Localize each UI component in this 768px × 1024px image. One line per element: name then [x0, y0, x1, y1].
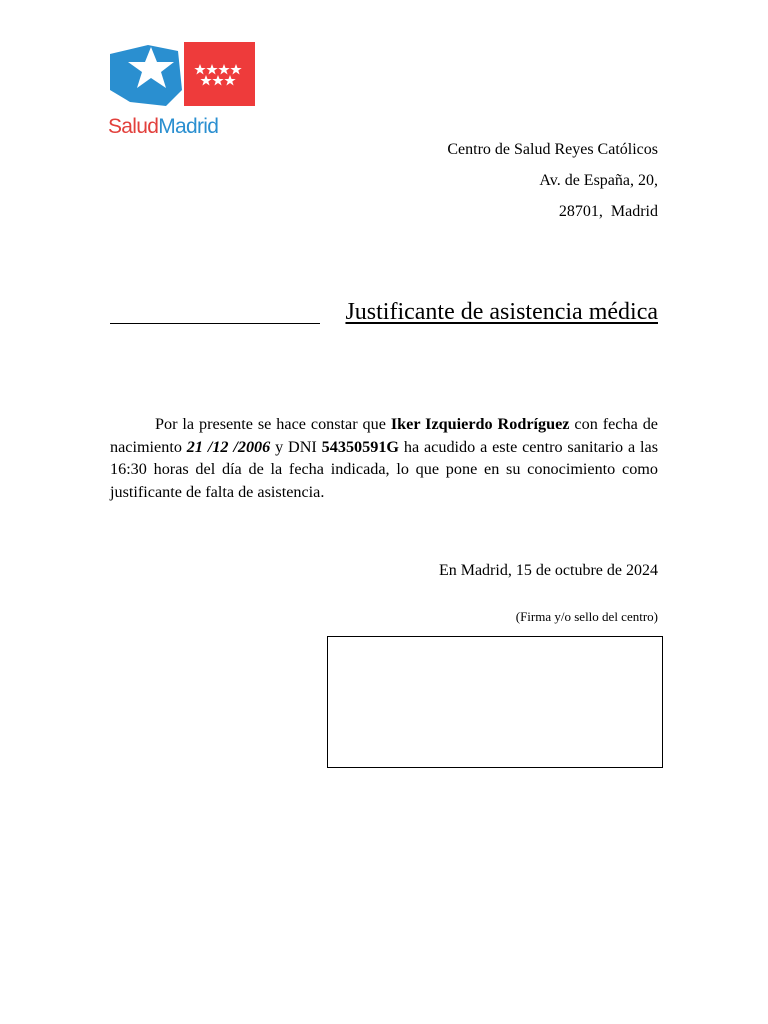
logo-wordmark: [108, 115, 218, 139]
logo-word-madrid: Madrid: [158, 115, 219, 138]
place-date-line: En Madrid, 15 de octubre de 2024: [438, 562, 658, 579]
body-text-3: y DNI: [270, 437, 322, 456]
logo-word-salud: Salud: [108, 115, 159, 138]
center-address: [447, 134, 658, 227]
body-text-2: con fecha de nacimiento: [110, 415, 658, 456]
title-block: [110, 297, 658, 327]
patient-name: Iker Izquierdo Rodríguez: [390, 415, 570, 434]
dni-number: 54350591G: [321, 437, 399, 456]
salud-madrid-logo: [108, 42, 258, 138]
salud-madrid-emblem-icon: [108, 42, 258, 112]
address-line-center: Centro de Salud Reyes Católicos: [447, 141, 658, 158]
title-rule: [110, 323, 320, 324]
body-text-1: Por la presente se hace constar que: [155, 415, 391, 434]
certificate-body: [110, 413, 658, 503]
document-title: Justificante de asistencia médica: [345, 299, 658, 325]
birth-date: 21 /12 /2006: [186, 437, 271, 456]
body-text-4: ha acudido a este centro sanitario a las 16:30 horas del día de la fecha indicada, lo que pone en su conocimiento como justificante de falta de asistencia.: [110, 437, 659, 501]
signature-stamp-box: [327, 636, 663, 768]
address-line-street: Av. de España, 20,: [539, 172, 658, 189]
address-line-city: 28701, Madrid: [558, 203, 658, 220]
signature-label: (Firma y/o sello del centro): [515, 609, 658, 624]
